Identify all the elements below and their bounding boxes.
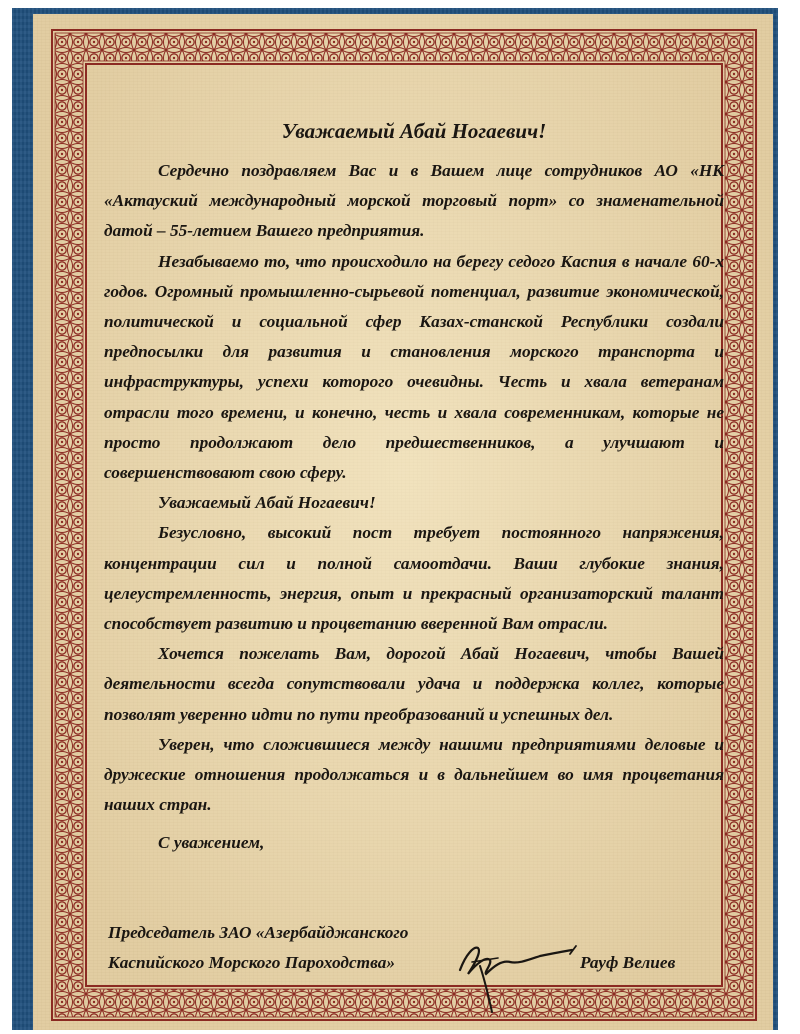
paragraph-relations: Уверен, что сложившиеся между нашими предприятиями деловые и дружеские отношения продолжаться и в дальнейшем во имя процветания наших стран. [104,734,724,815]
salutation-heading: Уважаемый Абай Ногаевич! [281,119,547,143]
signer-position-line1: Председатель ЗАО «Азербайджанского [108,923,409,942]
paragraph-wishes: Хочется пожелать Вам, дорогой Абай Ногаевич, чтобы Вашей деятельности всегда сопутствовали удача и поддержка коллег, которые позволят уверенно идти по пути преобразований и успешных дел. [104,644,724,724]
signature-block [108,918,708,978]
salutation-repeat: Уважаемый Абай Ногаевич! [158,493,376,513]
paragraph-history: Незабываемо то, что происходило на берегу седого Каспия в начале 60-х годов. Огромный промышленно-сырьевой потенциал, развитие экономической, политической и социальной сфер Казах-станской Республики создали предпосылки для развития и становления морского транспорта и инфраструктуры, успехи которого очевидны. Честь и хвала ветеранам отрасли того времени, и конечно, честь и хвала современникам, которые не просто продолжают дело предшественников, а улучшают и совершенствовают свою сферу. [104,251,724,483]
signer-position-line2: Каспийского Морского Пароходства» [108,953,395,972]
signer-line2 [108,948,708,978]
paragraph-congratulations: Сердечно поздравляем Вас и в Вашем лице сотрудников АО «НК «Актауский международный морской торговый порт» со знаменательной датой – 55-летием Вашего предприятия. [104,161,724,241]
paragraph-merits: Безусловно, высокий пост требует постоянного напряжения, концентрации сил и полной самоотдачи. Ваши глубокие знания, целеустремленность, энергия, опыт и прекрасный организаторский талант способствует развитию и процветанию вверенной Вам отрасли. [104,523,724,634]
signer-name: Рауф Велиев [580,953,676,972]
handwritten-signature [432,916,582,1026]
letter-body [104,112,724,859]
closing-regards: С уважением, [158,833,265,853]
